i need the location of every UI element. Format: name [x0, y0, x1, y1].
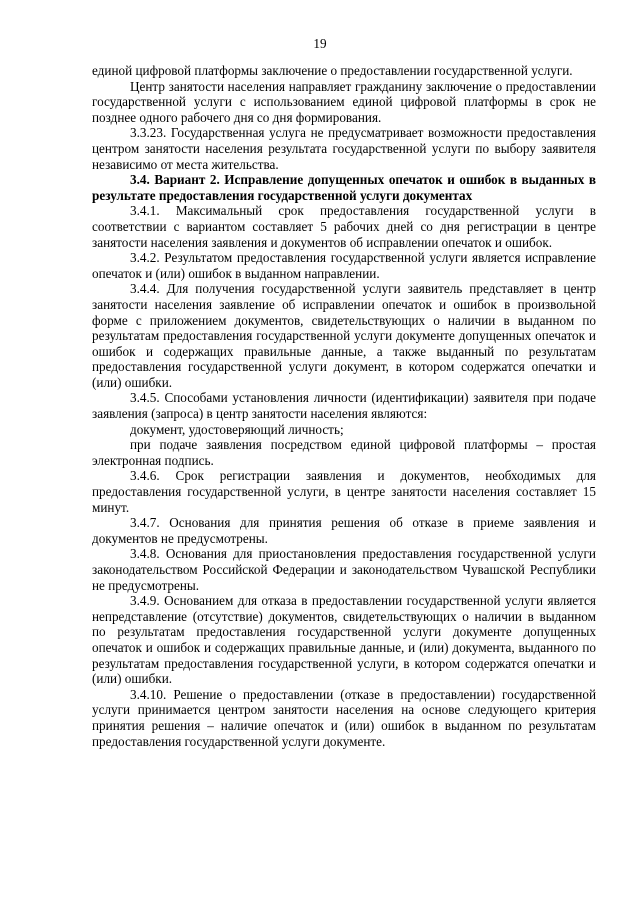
paragraph-3-3-23: 3.3.23. Государственная услуга не предусматривает возможности предоставления центром занятости населения результата государственной услуги по выбору заявителя независимо от места жительства. — [92, 125, 596, 172]
paragraph-employment-center: Центр занятости населения направляет гражданину заключение о предоставлении государственной услуги с использованием единой цифровой платформы в срок не позднее одного рабочего дня со дня формирования. — [92, 78, 596, 125]
section-heading-3-4: 3.4. Вариант 2. Исправление допущенных опечаток и ошибок в выданных в результате предоставления государственной услуги документах — [92, 172, 596, 203]
item-3-4-5: 3.4.5. Способами установления личности (идентификации) заявителя при подаче заявления (запроса) в центр занятости населения являются: — [92, 390, 596, 422]
list-item-electronic-signature: при подаче заявления посредством единой цифровой платформы – простая электронная подпись. — [92, 437, 596, 468]
item-3-4-9: 3.4.9. Основанием для отказа в предоставлении государственной услуги является непредставление (отсутствие) документов, свидетельствующих о наличии в выданном по результатам предоставления государственной услуги документе допущенных опечаток и ошибок и содержащих правильные данные, и (или) документа, выданного по результатам предоставления государственной услуги, в котором содержатся опечатки и (или) ошибки. — [92, 593, 596, 687]
item-3-4-4: 3.4.4. Для получения государственной услуги заявитель представляет в центр занятости населения заявление об исправлении опечаток и ошибок в произвольной форме с приложением документов, свидетельствующих о наличии в выданном по результатам предоставления государственной услуги документе допущенных опечаток и ошибок и содержащих правильные данные, а также выданный по результатам предоставления государственной услуги документ, в котором содержатся опечатки и (или) ошибки. — [92, 281, 596, 390]
item-3-4-2: 3.4.2. Результатом предоставления государственной услуги является исправление опечаток и (или) ошибок в выданном направлении. — [92, 250, 596, 281]
document-body — [92, 63, 596, 749]
paragraph-continuation: единой цифровой платформы заключение о предоставлении государственной услуги. — [92, 63, 573, 78]
item-3-4-7: 3.4.7. Основания для принятия решения об отказе в приеме заявления и документов не предусмотрены. — [92, 515, 596, 546]
item-3-4-10: 3.4.10. Решение о предоставлении (отказе в предоставлении) государственной услуги принимается центром занятости населения на основе следующего критерия принятия решения – наличие опечаток и (или) ошибок в выданном по результатам предоставления государственной услуги документе. — [92, 686, 596, 749]
page-number: 19 — [313, 36, 327, 51]
list-item-identity-document: документ, удостоверяющий личность; — [130, 421, 344, 437]
item-3-4-8: 3.4.8. Основания для приостановления предоставления государственной услуги законодательством Российской Федерации и законодательством Чувашской Республики не предусмотрены. — [92, 546, 596, 593]
item-3-4-6: 3.4.6. Срок регистрации заявления и документов, необходимых для предоставления государственной услуги, в центре занятости населения составляет 15 минут. — [92, 468, 596, 515]
item-3-4-1: 3.4.1. Максимальный срок предоставления государственной услуги в соответствии с вариантом составляет 5 рабочих дней со дня регистрации в центре занятости населения заявления и документов об исправлении опечаток и ошибок. — [92, 203, 596, 250]
